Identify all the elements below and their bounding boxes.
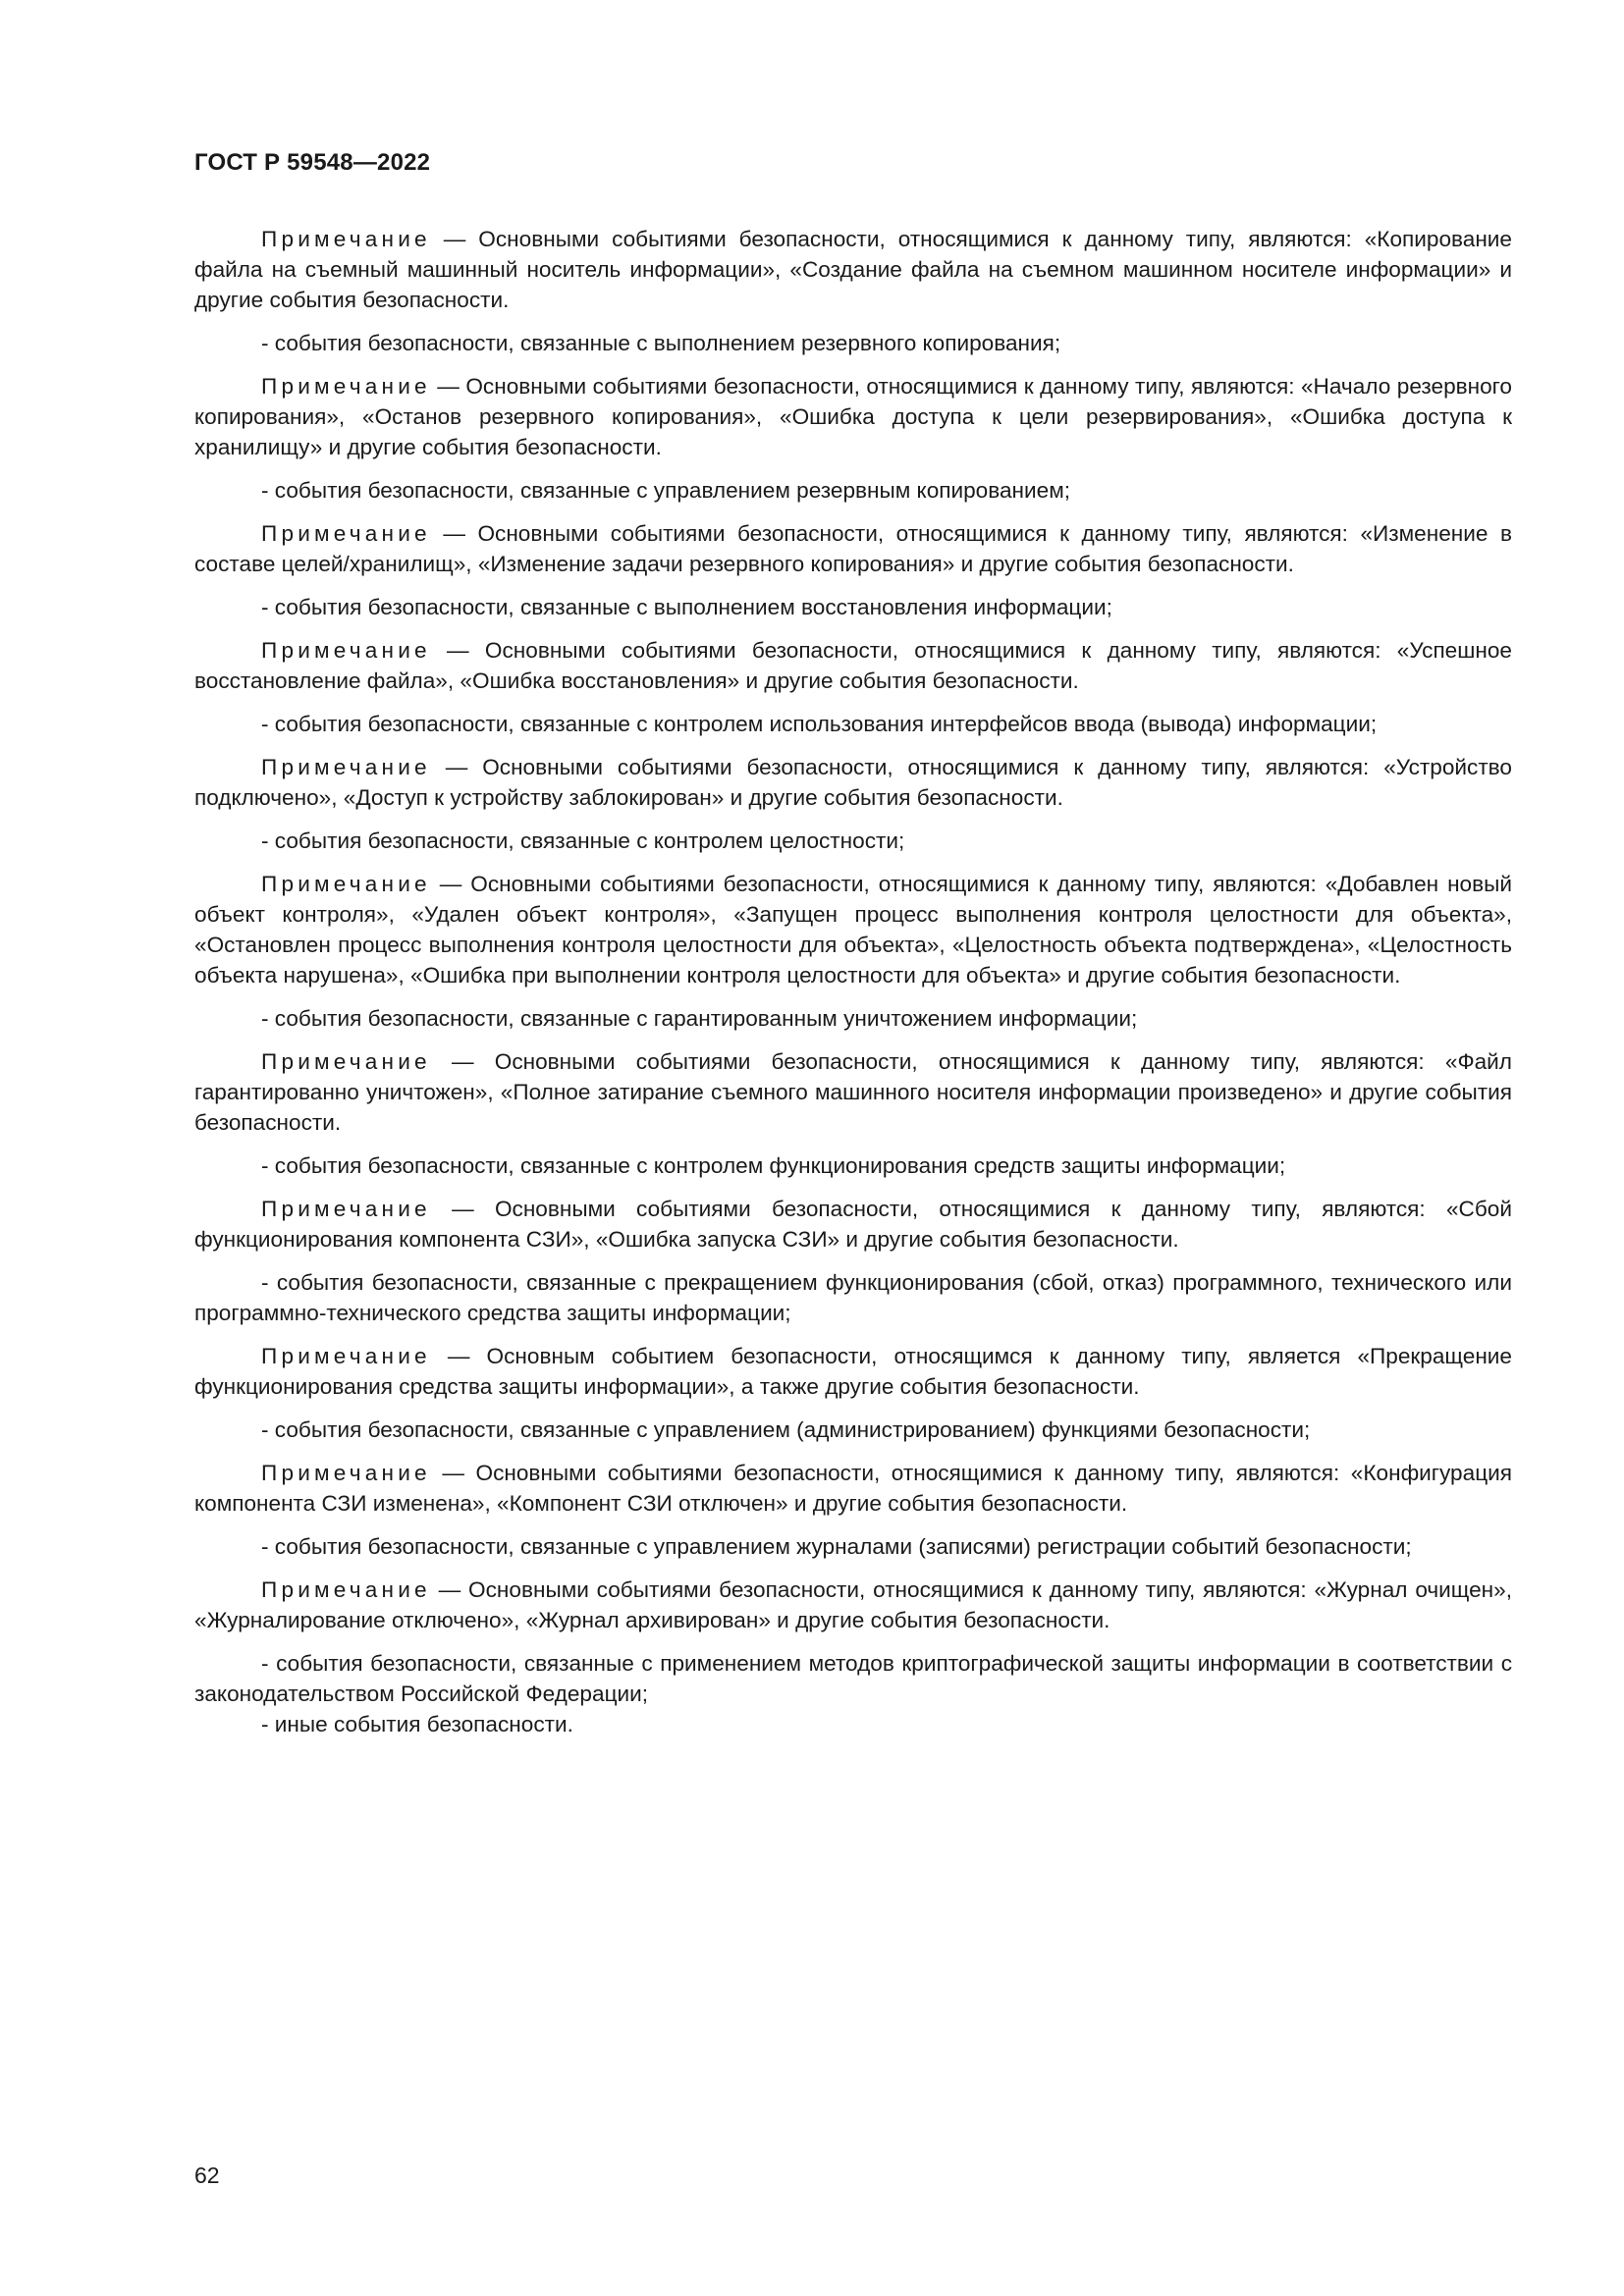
list-item: - события безопасности, связанные с применением методов криптографической защиты информации в соответствии с законодательством Российской Федерации;	[194, 1651, 1512, 1706]
note-text: — Основными событиями безопасности, относящимися к данному типу, являются: «Добавлен новый объект контроля», «Удален объект контроля», «Запущен процесс выполнения контроля целостности для объекта», «Остановлен процесс выполнения контроля целостности для объекта», «Целостность объекта подтверждена», «Целостность объекта нарушена», «Ошибка при выполнении контроля целостности для объекта» и другие события безопасности.	[194, 872, 1512, 988]
note-label: Примечание	[261, 1344, 431, 1368]
note-label: Примечание	[261, 1197, 431, 1221]
note-text: — Основными событиями безопасности, относящимися к данному типу, являются: «Конфигурация компонента СЗИ изменена», «Компонент СЗИ отключен» и другие события безопасности.	[194, 1461, 1512, 1516]
document-body	[194, 224, 1512, 1752]
note-paragraph	[194, 869, 1512, 990]
document-header: ГОСТ Р 59548—2022	[194, 149, 431, 176]
note-paragraph	[194, 1194, 1512, 1255]
note-paragraph	[194, 635, 1512, 696]
list-item: - иные события безопасности.	[261, 1712, 573, 1736]
note-label: Примечание	[261, 1461, 431, 1485]
note-label: Примечание	[261, 227, 431, 251]
note-label: Примечание	[261, 755, 431, 779]
list-item: - события безопасности, связанные с выполнением резервного копирования;	[261, 331, 1061, 355]
note-paragraph	[194, 1458, 1512, 1519]
note-text: — Основными событиями безопасности, относящимися к данному типу, являются: «Копирование файла на съемный машинный носитель информации», «Создание файла на съемном машинном носителе информации» и другие события безопасности.	[194, 227, 1512, 312]
note-paragraph	[194, 1575, 1512, 1635]
note-paragraph	[194, 1341, 1512, 1402]
note-label: Примечание	[261, 1049, 431, 1074]
note-text: — Основными событиями безопасности, относящимися к данному типу, являются: «Начало резервного копирования», «Останов резервного копирования», «Ошибка доступа к цели резервирования», «Ошибка доступа к хранилищу» и другие события безопасности.	[194, 374, 1512, 459]
note-label: Примечание	[261, 374, 431, 399]
note-text: — Основными событиями безопасности, относящимися к данному типу, являются: «Изменение в составе целей/хранилищ», «Изменение задачи резервного копирования» и другие события безопасности.	[194, 521, 1512, 576]
note-paragraph	[194, 1046, 1512, 1138]
list-item: - события безопасности, связанные с прекращением функционирования (сбой, отказ) программного, технического или программно-технического средства защиты информации;	[194, 1270, 1512, 1325]
list-item: - события безопасности, связанные с гарантированным уничтожением информации;	[261, 1006, 1138, 1031]
list-item: - события безопасности, связанные с управлением журналами (записями) регистрации событий безопасности;	[261, 1534, 1412, 1559]
note-label: Примечание	[261, 1577, 431, 1602]
list-item: - события безопасности, связанные с управлением резервным копированием;	[261, 478, 1071, 503]
note-text: — Основными событиями безопасности, относящимися к данному типу, являются: «Успешное восстановление файла», «Ошибка восстановления» и другие события безопасности.	[194, 638, 1512, 693]
list-item: - события безопасности, связанные с контролем целостности;	[261, 828, 905, 853]
note-paragraph	[194, 752, 1512, 813]
note-paragraph	[194, 371, 1512, 462]
note-text: — Основными событиями безопасности, относящимися к данному типу, являются: «Журнал очищен», «Журналирование отключено», «Журнал архивирован» и другие события безопасности.	[194, 1577, 1512, 1632]
note-label: Примечание	[261, 872, 431, 896]
note-text: — Основными событиями безопасности, относящимися к данному типу, являются: «Файл гарантированно уничтожен», «Полное затирание съемного машинного носителя информации произведено» и другие события безопасности.	[194, 1049, 1512, 1135]
note-text: — Основными событиями безопасности, относящимися к данному типу, являются: «Сбой функционирования компонента СЗИ», «Ошибка запуска СЗИ» и другие события безопасности.	[194, 1197, 1512, 1252]
list-item: - события безопасности, связанные с контролем функционирования средств защиты информации;	[261, 1153, 1286, 1178]
list-item: - события безопасности, связанные с контролем использования интерфейсов ввода (вывода) информации;	[261, 712, 1378, 736]
list-item: - события безопасности, связанные с выполнением восстановления информации;	[261, 595, 1112, 619]
note-label: Примечание	[261, 638, 431, 663]
note-paragraph	[194, 518, 1512, 579]
note-label: Примечание	[261, 521, 431, 546]
note-text: — Основным событием безопасности, относящимся к данному типу, является «Прекращение функционирования средства защиты информации», а также другие события безопасности.	[194, 1344, 1512, 1399]
note-text: — Основными событиями безопасности, относящимися к данному типу, являются: «Устройство подключено», «Доступ к устройству заблокирован» и другие события безопасности.	[194, 755, 1512, 810]
note-paragraph	[194, 224, 1512, 315]
list-item: - события безопасности, связанные с управлением (администрированием) функциями безопасности;	[261, 1417, 1311, 1442]
page-number: 62	[194, 2163, 220, 2188]
